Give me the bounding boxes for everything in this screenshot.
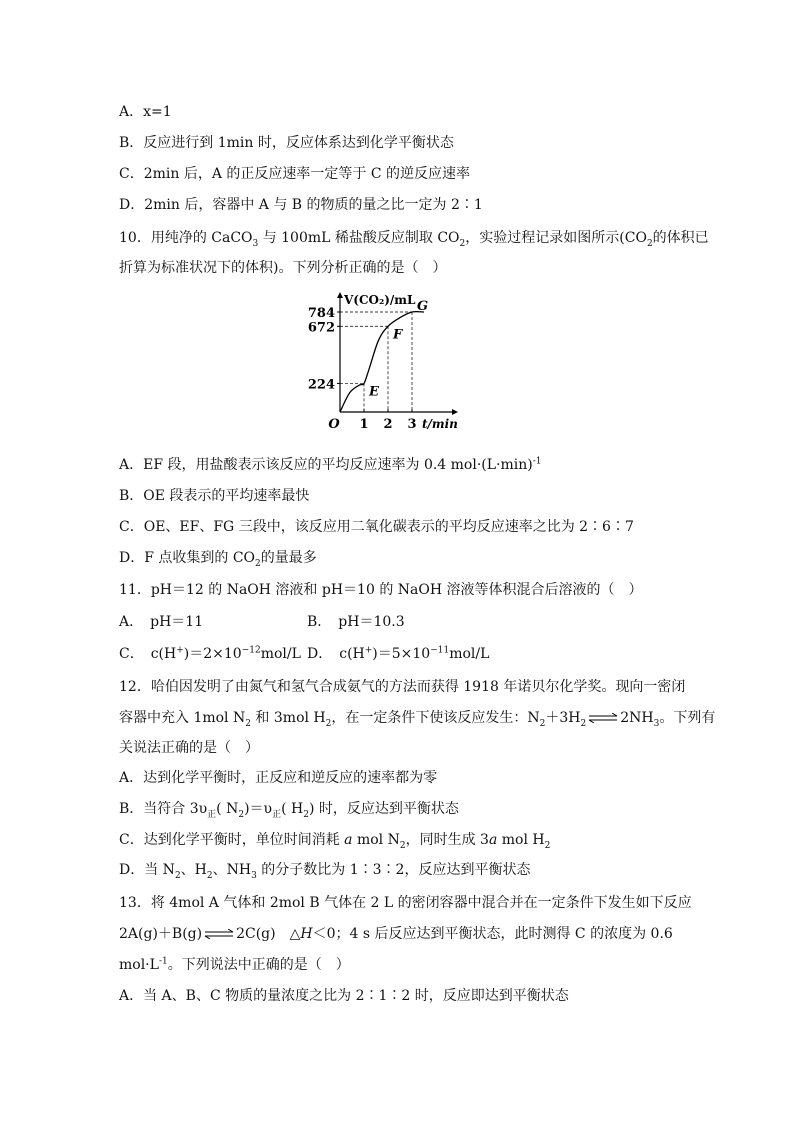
x-tick-label: 1 (359, 417, 369, 432)
q11-option-a: A． pH＝11 (119, 614, 204, 630)
chart-labels (308, 293, 458, 432)
x-tick-label: 3 (407, 417, 417, 432)
y-axis-arrow (337, 292, 343, 298)
x-axis-label: t/min (422, 417, 458, 431)
q12-option-d: D．当 $N_2$、$H_2$、$NH_3$ 的分子数比为 1∶3∶2，反应达到平衡状态 (119, 862, 531, 881)
y-tick-label: 672 (307, 320, 335, 336)
q12-option-c: C．达到化学平衡时，单位时间消耗 a mol $N_2$，同时生成 3a mol $H_2$ (119, 832, 551, 851)
q10-option-a: A．EF 段，用盐酸表示该反应的平均反应速率为 0.4 $mol\cdot(L\cdot\min)^{-1}$ (119, 456, 542, 473)
y-axis-label: V(CO₂)/mL (344, 293, 416, 307)
point-label-E: E (369, 384, 379, 400)
q13-option-a: A．当 A、B、C 物质的量浓度之比为 2∶1∶2 时，反应即达到平衡状态 (119, 988, 569, 1004)
point-label-G: G (417, 299, 429, 314)
x-tick-label: 2 (383, 417, 393, 432)
q10-stem-line2: 折算为标准状况下的体积)。下列分析正确的是（ ） (119, 260, 447, 276)
q12-option-b: B．当符合 $3\upsilon_正$( $N_2)=\upsilon_正$( $H_2$) 时，反应达到平衡状态 (119, 801, 459, 820)
origin-label: O (328, 417, 340, 432)
q9-option-c: C．2min 后，A 的正反应速率一定等于 C 的逆反应速率 (119, 166, 471, 182)
q13-stem-line1: 13．将 4mol A 气体和 2mol B 气体在 2 L 的密闭容器中混合并在一定条件下发生如下反应 (119, 895, 692, 911)
q9-option-a: A．x=1 (119, 104, 172, 120)
q12-stem-line1: 12．哈伯因发明了由氮气和氢气合成氨气的方法而获得 1918 年诺贝尔化学奖。现向一密闭 (119, 679, 686, 695)
q11-option-d: D． $c(H^+)=5\times 10^{-11}mol/L$ (307, 645, 490, 662)
q11-option-c: C． $c(H^+)=2\times 10^{-12}mol/L$ (119, 645, 301, 662)
q9-option-b: B．反应进行到 1min 时，反应体系达到化学平衡状态 (119, 135, 454, 151)
q11-stem: 11．pH＝12 的 NaOH 溶液和 pH＝10 的 NaOH 溶液等体积混合后溶液的（ ） (119, 582, 643, 598)
equilibrium-arrow-icon (204, 929, 234, 939)
q12-option-a: A．达到化学平衡时，正反应和逆反应的速率都为零 (119, 770, 438, 786)
co2-volume-curve (340, 312, 424, 412)
chart-axes (337, 292, 458, 415)
q10-option-d: D．F 点收集到的 $CO_2$的量最多 (119, 550, 317, 569)
y-tick-label: 224 (307, 377, 335, 393)
y-tick-label: 784 (307, 306, 335, 321)
co2-volume-chart (300, 290, 460, 440)
equilibrium-arrow-icon (588, 713, 618, 723)
q10-option-c: C．OE、EF、FG 三段中，该反应用二氧化碳表示的平均反应速率之比为 2∶6∶7 (119, 519, 634, 535)
q13-stem-line3: $mol\cdot L^{-1}$。下列说法中正确的是（ ） (119, 956, 350, 973)
q10-option-b: B．OE 段表示的平均速率最快 (119, 488, 310, 504)
q13-stem-line2: 2A(g)＋B(g) 2C(g) △H＜0；4 s 后反应达到平衡状态，此时测得 C 的浓度为 0.6 (119, 926, 673, 942)
x-axis-arrow (452, 409, 458, 415)
point-label-F: F (393, 327, 403, 343)
q10-stem-line1: 10．用纯净的 CaCO$_3$ 与 100mL 稀盐酸反应制取 $CO_2$，实验过程记录如图所示($CO_2$的体积已 (119, 230, 709, 249)
q9-option-d: D．2min 后，容器中 A 与 B 的物质的量之比一定为 2∶1 (119, 197, 483, 213)
q12-stem-line3: 关说法正确的是（ ） (119, 740, 259, 756)
q11-option-b: B． pH＝10.3 (307, 614, 405, 630)
q12-stem-line2: 容器中充入 1mol $N_2$ 和 3mol $H_2$，在一定条件下使该反应发生：$N_2+3H_2$ $2NH_3$。下列有 (119, 710, 716, 729)
